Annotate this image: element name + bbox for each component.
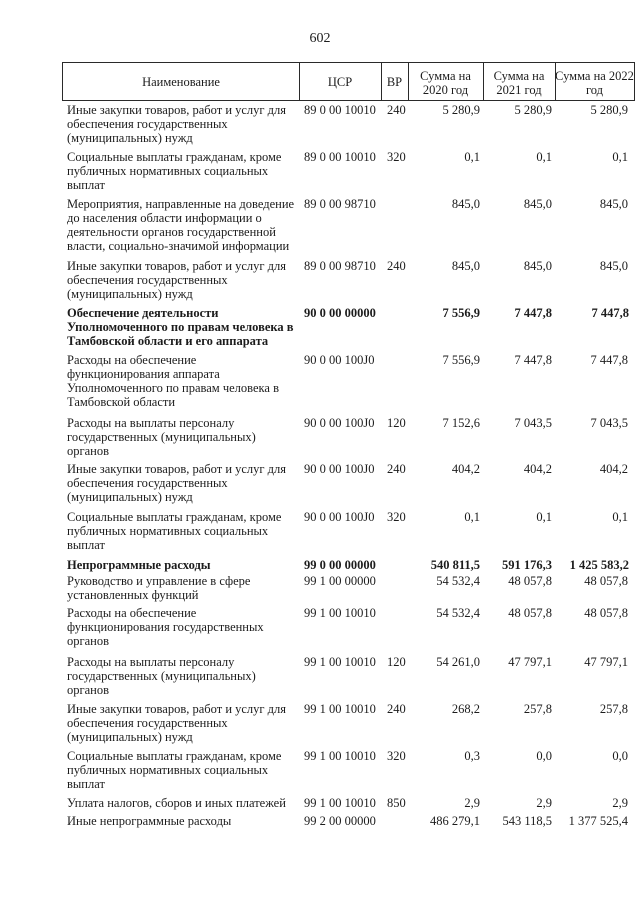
row-name: Расходы на обеспечение функционирования аппарата Уполномоченного по правам человека в Тамбовской области <box>67 353 279 409</box>
row-sum-2022: 1 377 525,4 <box>568 814 628 828</box>
row-sum-2022: 2,9 <box>612 796 628 810</box>
row-csr: 99 1 00 10010 <box>304 796 376 810</box>
row-sum-2021: 47 797,1 <box>508 655 552 669</box>
row-vr: 240 <box>387 259 406 273</box>
row-name: Мероприятия, направленные на доведение до населения области информации о деятельности органов государственной власти, социально-значимой информации <box>67 197 295 253</box>
row-sum-2021: 845,0 <box>523 259 552 273</box>
row-sum-2021: 48 057,8 <box>508 606 552 620</box>
row-name: Иные закупки товаров, работ и услуг для обеспечения государственных (муниципальных) нужд <box>67 702 287 744</box>
page-number: 602 <box>309 31 331 46</box>
row-sum-2022: 845,0 <box>599 197 628 211</box>
row-sum-2022: 7 447,8 <box>590 353 628 367</box>
row-sum-2021: 0,1 <box>536 510 552 524</box>
header-csr: ЦСР <box>299 62 382 101</box>
row-name: Социальные выплаты гражданам, кроме публичных нормативных социальных выплат <box>67 510 282 552</box>
row-csr: 99 1 00 10010 <box>304 655 376 669</box>
row-csr: 90 0 00 100J0 <box>304 416 375 430</box>
row-sum-2022: 845,0 <box>599 259 628 273</box>
row-csr: 99 0 00 00000 <box>304 558 376 572</box>
row-sum-2022: 0,0 <box>612 749 628 763</box>
row-vr: 240 <box>387 462 406 476</box>
row-csr: 90 0 00 100J0 <box>304 353 375 367</box>
row-csr: 99 1 00 10010 <box>304 702 376 716</box>
row-sum-2021: 845,0 <box>523 197 552 211</box>
row-csr: 89 0 00 10010 <box>304 150 376 164</box>
row-sum-2022: 48 057,8 <box>584 606 628 620</box>
row-sum-2022: 257,8 <box>599 702 628 716</box>
row-csr: 99 1 00 10010 <box>304 606 376 620</box>
header-sum-2021: Сумма на 2021 год <box>483 62 556 101</box>
row-sum-2021: 257,8 <box>523 702 552 716</box>
row-sum-2022: 0,1 <box>612 510 628 524</box>
row-sum-2022: 7 447,8 <box>591 306 629 320</box>
row-sum-2020: 486 279,1 <box>430 814 480 828</box>
row-sum-2022: 7 043,5 <box>590 416 628 430</box>
row-sum-2020: 54 532,4 <box>436 574 480 588</box>
row-name: Непрограммные расходы <box>67 558 211 572</box>
row-csr: 89 0 00 10010 <box>304 103 376 117</box>
row-sum-2020: 2,9 <box>464 796 480 810</box>
row-csr: 90 0 00 100J0 <box>304 462 375 476</box>
row-sum-2021: 7 043,5 <box>514 416 552 430</box>
row-name: Социальные выплаты гражданам, кроме публичных нормативных социальных выплат <box>67 749 282 791</box>
header-vr: ВР <box>381 62 409 101</box>
row-sum-2022: 48 057,8 <box>584 574 628 588</box>
row-sum-2022: 47 797,1 <box>584 655 628 669</box>
row-name: Социальные выплаты гражданам, кроме публичных нормативных социальных выплат <box>67 150 282 192</box>
row-sum-2020: 404,2 <box>451 462 480 476</box>
row-csr: 89 0 00 98710 <box>304 197 376 211</box>
row-vr: 320 <box>387 510 406 524</box>
row-vr: 850 <box>387 796 406 810</box>
row-sum-2021: 0,1 <box>536 150 552 164</box>
row-sum-2020: 0,3 <box>464 749 480 763</box>
row-csr: 89 0 00 98710 <box>304 259 376 273</box>
row-name: Расходы на обеспечение функционирования государственных органов <box>67 606 264 648</box>
row-name: Иные закупки товаров, работ и услуг для обеспечения государственных (муниципальных) нужд <box>67 259 287 301</box>
row-sum-2022: 0,1 <box>612 150 628 164</box>
row-sum-2020: 0,1 <box>464 150 480 164</box>
row-vr: 120 <box>387 655 406 669</box>
row-sum-2020: 5 280,9 <box>442 103 480 117</box>
row-sum-2020: 540 811,5 <box>430 558 480 572</box>
row-csr: 99 1 00 00000 <box>304 574 376 588</box>
row-vr: 320 <box>387 749 406 763</box>
row-sum-2021: 0,0 <box>536 749 552 763</box>
row-sum-2020: 7 556,9 <box>442 306 480 320</box>
row-csr: 99 1 00 10010 <box>304 749 376 763</box>
header-sum-2020: Сумма на 2020 год <box>408 62 484 101</box>
row-name: Расходы на выплаты персоналу государственных (муниципальных) органов <box>67 416 256 458</box>
row-sum-2020: 0,1 <box>464 510 480 524</box>
header-sum-2022: Сумма на 2022 год <box>555 62 635 101</box>
row-sum-2021: 5 280,9 <box>514 103 552 117</box>
row-name: Руководство и управление в сфере установленных функций <box>67 574 251 602</box>
row-csr: 99 2 00 00000 <box>304 814 376 828</box>
row-name: Расходы на выплаты персоналу государственных (муниципальных) органов <box>67 655 256 697</box>
row-sum-2020: 54 532,4 <box>436 606 480 620</box>
row-name: Иные непрограммные расходы <box>67 814 232 828</box>
row-name: Уплата налогов, сборов и иных платежей <box>67 796 286 810</box>
row-sum-2021: 48 057,8 <box>508 574 552 588</box>
row-sum-2020: 7 556,9 <box>442 353 480 367</box>
row-sum-2021: 2,9 <box>536 796 552 810</box>
row-vr: 120 <box>387 416 406 430</box>
row-sum-2021: 404,2 <box>523 462 552 476</box>
row-sum-2021: 543 118,5 <box>502 814 552 828</box>
row-sum-2021: 591 176,3 <box>502 558 552 572</box>
row-vr: 240 <box>387 103 406 117</box>
row-sum-2020: 268,2 <box>451 702 480 716</box>
header-name: Наименование <box>62 62 300 101</box>
row-vr: 320 <box>387 150 406 164</box>
row-sum-2022: 404,2 <box>599 462 628 476</box>
row-sum-2020: 54 261,0 <box>436 655 480 669</box>
row-sum-2022: 5 280,9 <box>590 103 628 117</box>
row-sum-2020: 845,0 <box>451 197 480 211</box>
row-sum-2021: 7 447,8 <box>514 353 552 367</box>
row-name: Иные закупки товаров, работ и услуг для обеспечения государственных (муниципальных) нужд <box>67 103 287 145</box>
row-vr: 240 <box>387 702 406 716</box>
row-sum-2021: 7 447,8 <box>514 306 552 320</box>
row-name: Иные закупки товаров, работ и услуг для обеспечения государственных (муниципальных) нужд <box>67 462 287 504</box>
row-name: Обеспечение деятельности Уполномоченного по правам человека в Тамбовской области и его аппарата <box>67 306 294 348</box>
row-sum-2020: 7 152,6 <box>442 416 480 430</box>
row-sum-2022: 1 425 583,2 <box>569 558 629 572</box>
row-sum-2020: 845,0 <box>451 259 480 273</box>
row-csr: 90 0 00 00000 <box>304 306 376 320</box>
row-csr: 90 0 00 100J0 <box>304 510 375 524</box>
